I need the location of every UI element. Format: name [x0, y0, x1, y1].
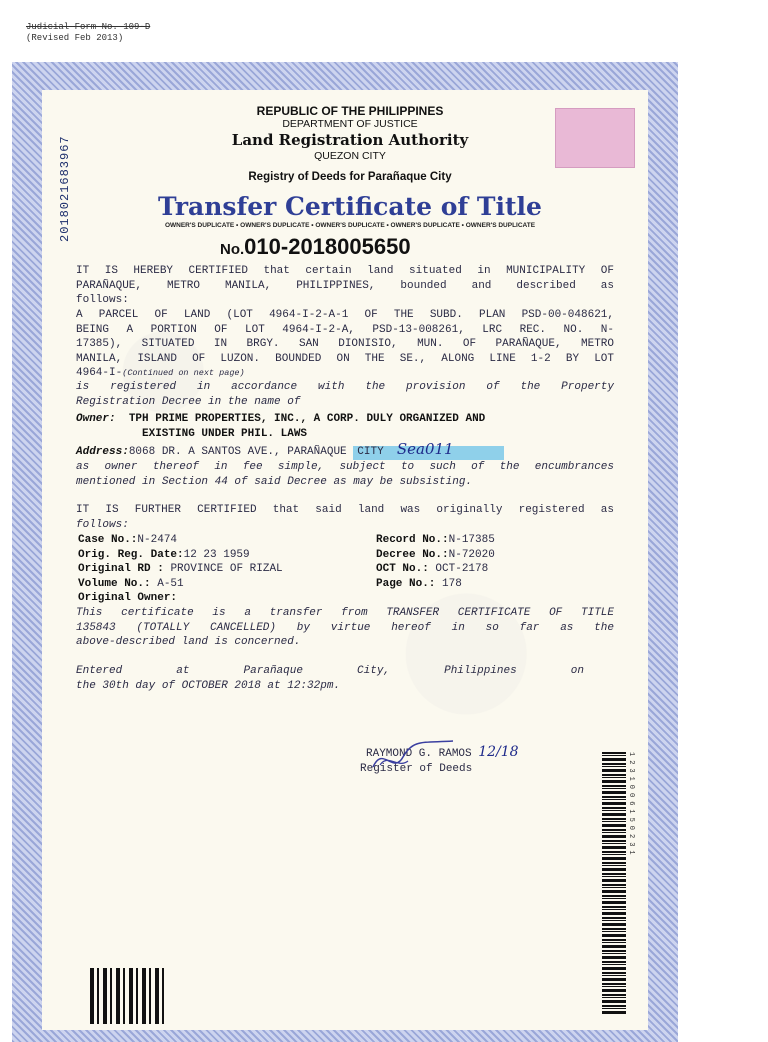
city-heading: QUEZON CITY — [314, 150, 386, 162]
text-line: the 30th day of OCTOBER 2018 at 12:32pm. — [76, 679, 341, 692]
text-line: MANILA, ISLAND OF LUZON. BOUNDED ON THE SE., ALONG LINE 1-2 BY LOT — [76, 352, 614, 365]
case-label: Case No.: — [78, 534, 138, 546]
text-line: follows: — [76, 518, 129, 531]
text-line: 135843 (TOTALLY CANCELLED) by virtue hereof in so far as the — [76, 621, 614, 634]
case-value: N-2474 — [137, 534, 178, 546]
certification-paragraph — [76, 264, 614, 308]
record-label: Record No.: — [376, 534, 449, 546]
text-line: 17385), SITUATED IN BRGY. SAN DIONISIO, MUN. OF PARAÑAQUE, METRO — [76, 338, 614, 350]
registration-paragraph — [76, 380, 614, 409]
owner-name: TPH PRIME PROPERTIES, INC., A CORP. DULY ORGANIZED AND — [128, 413, 486, 425]
registration-details — [78, 533, 558, 606]
text-line: This certificate is a transfer from TRANSFER CERTIFICATE OF TITLE — [76, 607, 614, 619]
volume-value: A-51 — [157, 577, 184, 590]
orig-date-value: 12 23 1959 — [183, 548, 250, 561]
barcode-digits: 1231006150231 — [627, 752, 635, 859]
qr-code — [90, 968, 166, 1024]
text-line: is registered in accordance with the provision of the Property — [76, 381, 614, 393]
page-value: 178 — [442, 577, 462, 590]
owner-name-cont: EXISTING UNDER PHIL. LAWS — [142, 427, 308, 440]
title-number — [220, 234, 411, 260]
duplicate-line: OWNER'S DUPLICATE • OWNER'S DUPLICATE • OWNER'S DUPLICATE • OWNER'S DUPLICATE • OWNER'S DUPLICATE — [164, 222, 536, 229]
owner-label: Owner: — [76, 413, 116, 425]
form-number-line1: Judicial Form No. 109-D — [26, 22, 151, 32]
original-owner-label: Original Owner: — [78, 592, 178, 604]
further-paragraph — [76, 503, 614, 532]
barcode — [602, 752, 626, 1014]
orig-rd-label: Original RD : — [78, 563, 164, 575]
fee-simple-paragraph — [76, 460, 614, 489]
record-value: N-17385 — [448, 534, 495, 546]
serial-number: 2018021683967 — [58, 135, 72, 242]
address-city-highlight — [353, 440, 504, 460]
entered-paragraph — [76, 664, 584, 693]
text-line: A PARCEL OF LAND (LOT 4964-I-2-A-1 OF THE SUBD. PLAN PSD-00-048621, — [76, 309, 614, 321]
republic-heading: REPUBLIC OF THE PHILIPPINES — [256, 104, 444, 118]
text-line: IT IS FURTHER CERTIFIED that said land was originally registered as — [76, 504, 614, 516]
continued-note: (Continued on next page) — [122, 368, 245, 378]
form-revision: (Revised Feb 2013) — [26, 33, 124, 43]
text-line: BEING A PORTION OF LOT 4964-I-2-A, PSD-13-008261, LRC REC. NO. N- — [76, 323, 614, 336]
text-line: above-described land is concerned. — [76, 636, 301, 648]
signature-initials: 12/18 — [478, 744, 519, 760]
address-value: 8068 DR. A SANTOS AVE., PARAÑAQUE — [128, 446, 347, 458]
text-line: follows: — [76, 294, 129, 306]
address-label: Address: — [76, 446, 129, 458]
registry-heading: Registry of Deeds for Parañaque City — [248, 171, 452, 183]
handwritten-code: Sea011 — [396, 440, 454, 458]
text-line: PARAÑAQUE, METRO MANILA, PHILIPPINES, bounded and described as — [76, 279, 614, 292]
title-number-label: No. — [220, 241, 245, 258]
transfer-paragraph — [76, 606, 614, 650]
department-heading: DEPARTMENT OF JUSTICE — [282, 118, 418, 130]
text-line: mentioned in Section 44 of said Decree as may be subsisting. — [76, 475, 473, 488]
orig-date-label: Orig. Reg. Date: — [78, 548, 184, 561]
title-number-value: 010-2018005650 — [244, 234, 411, 259]
text-line: IT IS HEREBY CERTIFIED that certain land situated in MUNICIPALITY OF — [76, 265, 614, 277]
text-line — [76, 366, 614, 381]
decree-value: N-72020 — [448, 548, 495, 561]
document-title: Transfer Certificate of Title — [158, 192, 542, 221]
page-label: Page No.: — [376, 577, 436, 590]
signatory-name: RAYMOND G. RAMOS — [366, 748, 472, 760]
orig-rd-value: PROVINCE OF RIZAL — [170, 563, 283, 575]
text-line: as owner thereof in fee simple, subject to such of the encumbrances — [76, 461, 614, 473]
oct-label: OCT No.: — [376, 563, 429, 575]
decree-label: Decree No.: — [376, 548, 449, 561]
authority-heading: Land Registration Authority — [231, 131, 469, 149]
signatory-title: Register of Deeds — [360, 762, 473, 775]
oct-value: OCT-2178 — [435, 563, 489, 575]
text-line: Registration Decree in the name of — [76, 395, 301, 408]
land-lot-tail: 4964-I- — [76, 367, 123, 379]
form-number — [26, 22, 150, 44]
signature-scribble — [368, 735, 458, 775]
text-line: Entered at Parañaque City, Philippines on — [76, 665, 584, 677]
owner-block — [76, 412, 614, 460]
address-city: CITY — [357, 446, 384, 458]
volume-label: Volume No.: — [78, 577, 151, 590]
land-description — [76, 308, 614, 381]
